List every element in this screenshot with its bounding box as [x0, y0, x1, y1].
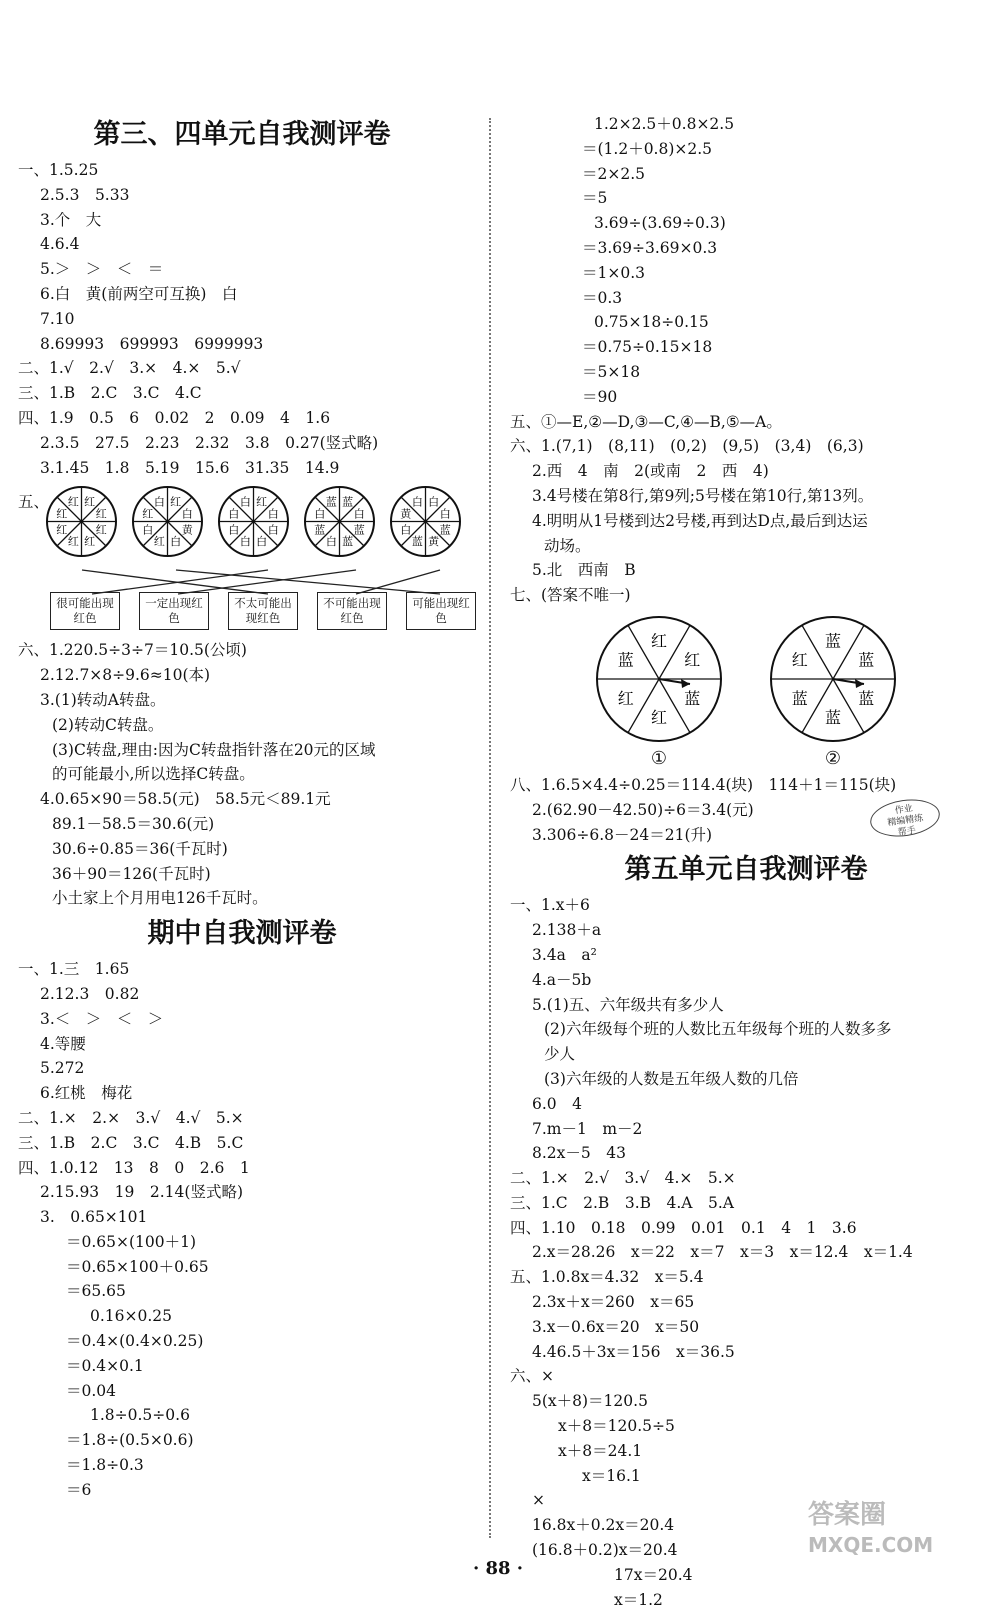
outcome-box: 很可能出现红色: [50, 592, 120, 630]
answer-line: 二、1.√ 2.√ 3.× 4.× 5.√: [18, 359, 241, 378]
wheel-sector-label: 蓝: [314, 524, 326, 538]
answer-line: 四、1.9 0.5 6 0.02 2 0.09 4 1.6: [18, 408, 331, 427]
answer-line: 6.白 黄(前两空可互换) 白: [40, 284, 238, 303]
answer-line: ＝(1.2＋0.8)×2.5: [582, 139, 713, 158]
answer-line: 3.(1)转动A转盘。: [40, 690, 166, 709]
wheel-sector-label: 黄: [428, 535, 440, 549]
answer-line: 六、1.(7,1) (8,11) (0,2) (9,5) (3,4) (6,3): [510, 437, 864, 456]
answer-line: 5(x＋8)＝120.5: [532, 1392, 648, 1411]
answer-line: 一、1.三 1.65: [18, 960, 130, 979]
answer-line: 4.明明从1号楼到达2号楼,再到达D点,最后到达运: [532, 511, 868, 530]
answer-line: 5.(1)五、六年级共有多少人: [532, 995, 724, 1014]
wheel-sector-label: 红: [617, 688, 634, 708]
answer-line: 六、×: [510, 1367, 554, 1386]
answer-line: 8.69993 699993 6999993: [40, 334, 264, 353]
spinner-wheel: [302, 484, 377, 559]
wheel-sector-label: 白: [170, 535, 182, 549]
spinner-wheel: [216, 484, 291, 559]
answer-line: 4.6.4: [40, 235, 80, 254]
answer-line: ＝0.4×(0.4×0.25): [66, 1332, 204, 1351]
wheel-sector-label: 白: [142, 524, 154, 538]
answer-line: 3.306÷6.8－24＝21(升): [532, 825, 713, 844]
answer-line: 30.6÷0.85＝36(千瓦时): [52, 839, 228, 858]
answer-line: x＝16.1: [582, 1466, 641, 1485]
answer-line: 3.x－0.6x＝20 x＝50: [532, 1317, 700, 1336]
stamp-text: 帮手: [897, 825, 917, 839]
answer-line: 7.m－1 m－2: [532, 1119, 643, 1138]
watermark-text: 答案圈: [808, 1500, 887, 1530]
wheel-sector-label: 蓝: [824, 631, 842, 651]
wheel-sector-label: 白: [267, 507, 279, 521]
spinner-wheel: [388, 484, 463, 559]
wheel-sector-label: 蓝: [342, 535, 354, 549]
spinner-wheel: [130, 484, 205, 559]
answer-line: 2.12.3 0.82: [40, 984, 140, 1003]
outcome-boxes: [18, 568, 470, 628]
wheel-sector-label: 白: [428, 496, 440, 510]
wheel-sector-label: 红: [67, 535, 79, 549]
outcome-box: 一定出现红色: [139, 592, 209, 630]
answer-line: 6.红桃 梅花: [40, 1084, 133, 1103]
answer-line: 0.16×0.25: [90, 1307, 173, 1326]
answer-line: 少人: [544, 1045, 576, 1064]
wheel-sector-label: 蓝: [411, 535, 423, 549]
answer-line: ＝1.8÷0.3: [66, 1456, 144, 1475]
wheel-sector-label: 白: [239, 535, 251, 549]
stamp-text: 精编精练: [886, 813, 924, 829]
wheel-sector-label: 蓝: [342, 496, 354, 510]
answer-line: ＝0.65×(100＋1): [66, 1232, 197, 1251]
wheel-sector-label: 黄: [400, 507, 412, 521]
wheel-sector-label: 红: [142, 507, 154, 521]
answer-line: ＝0.4×0.1: [66, 1356, 144, 1375]
answer-line: x＋8＝24.1: [558, 1441, 643, 1460]
section-title-midterm: 期中自我测评卷: [147, 918, 337, 950]
answer-line: ＝3.69÷3.69×0.3: [582, 238, 718, 257]
answer-line: 七、(答案不唯一): [510, 586, 631, 605]
wheel-sector-label: 白: [325, 535, 337, 549]
answer-line: (3)六年级的人数是五年级人数的几倍: [544, 1069, 799, 1088]
wheel-sector-label: 白: [439, 507, 451, 521]
answer-line: 4.a－5b: [532, 970, 592, 989]
answer-line: 1.8÷0.5÷0.6: [90, 1406, 190, 1425]
wheel-sector-label: 白: [353, 507, 365, 521]
answer-line: 5.272: [40, 1059, 85, 1078]
answer-line: ＝0.3: [582, 288, 623, 307]
section-label: 五、: [18, 493, 50, 512]
answer-line: 动场。: [544, 536, 591, 555]
answer-line: ＝5×18: [582, 362, 641, 381]
answer-line: (2)转动C转盘。: [52, 715, 164, 734]
wheel-sector-label: 蓝: [824, 708, 842, 728]
wheel-sector-label: 蓝: [684, 688, 701, 708]
answer-line: 三、1.C 2.B 3.B 4.A 5.A: [510, 1193, 734, 1212]
outcome-box: 不可能出现红色: [317, 592, 387, 630]
wheel-sector-label: 蓝: [617, 650, 634, 670]
wheel-sector-label: 红: [84, 535, 96, 549]
spinner-row: [18, 484, 466, 562]
answer-line: 五、1.0.8x＝4.32 x＝5.4: [510, 1268, 704, 1287]
spinner-answers: [510, 614, 982, 769]
answer-line: 3. 0.65×101: [40, 1208, 148, 1227]
stamp-text: 作业: [894, 803, 914, 817]
answer-line: 2.x＝28.26 x＝22 x＝7 x＝3 x＝12.4 x＝1.4: [532, 1243, 913, 1262]
answer-line: 三、1.B 2.C 3.C 4.B 5.C: [18, 1133, 244, 1152]
wheel-sector-label: 红: [95, 507, 107, 521]
answer-line: ＝2×2.5: [582, 164, 645, 183]
answer-line: 2.12.7×8÷9.6≈10(本): [40, 666, 211, 685]
answer-line: 2.3.5 27.5 2.23 2.32 3.8 0.27(竖式略): [40, 433, 379, 452]
answer-line: 的可能最小,所以选择C转盘。: [52, 765, 255, 784]
answer-line: ×: [532, 1491, 545, 1510]
spinner-wheels: [44, 484, 466, 559]
wheel-sector-label: 红: [684, 650, 701, 670]
wheel-sector-label: 白: [153, 496, 165, 510]
wheel-sector-label: 白: [228, 507, 240, 521]
answer-line: 17x＝20.4: [614, 1565, 693, 1584]
wheel-sector-label: 红: [67, 496, 79, 510]
outcome-box: 可能出现红色: [406, 592, 476, 630]
answer-line: 4.0.65×90＝58.5(元) 58.5元＜89.1元: [40, 790, 331, 809]
answer-line: 3.1.45 1.8 5.19 15.6 31.35 14.9: [40, 458, 340, 477]
answer-line: 16.8x＋0.2x＝20.4: [532, 1516, 675, 1535]
answer-line: ＝0.65×100＋0.65: [66, 1257, 209, 1276]
answer-line: 3.69÷(3.69÷0.3): [594, 214, 726, 233]
page-number: · 88 ·: [472, 1558, 524, 1579]
wheel-sector-label: 白: [181, 507, 193, 521]
answer-line: 1.2×2.5＋0.8×2.5: [594, 115, 735, 133]
answer-line: 二、1.× 2.× 3.√ 4.√ 5.×: [18, 1108, 244, 1127]
wheel-sector-label: 白: [314, 507, 326, 521]
answer-line: 2.3x＋x＝260 x＝65: [532, 1293, 695, 1312]
answer-line: 36＋90＝126(千瓦时): [52, 864, 211, 883]
wheel-sector-label: 红: [256, 496, 268, 510]
answer-line: ＝1×0.3: [582, 263, 645, 282]
answer-line: ＝90: [582, 387, 618, 406]
wheel-sector-label: 蓝: [858, 650, 875, 670]
wheel-sector-label: 红: [791, 650, 808, 670]
answer-line: 4.46.5＋3x＝156 x＝36.5: [532, 1342, 735, 1361]
answer-line: 89.1－58.5＝30.6(元): [52, 814, 215, 833]
figure-number: ②: [824, 747, 842, 769]
right-column: [510, 112, 982, 1612]
wheel-sector-label: 蓝: [791, 688, 808, 708]
spinner-answer-2: [768, 614, 898, 769]
answer-line: 3.4号楼在第8行,第9列;5号楼在第10行,第13列。: [532, 486, 874, 505]
answer-line: 八、1.6.5×4.4÷0.25＝114.4(块) 114＋1＝115(块): [510, 775, 897, 794]
section-title-unit34: 第三、四单元自我测评卷: [93, 119, 391, 150]
wheel-sector-label: 蓝: [858, 688, 875, 708]
answer-line: 二、1.× 2.√ 3.√ 4.× 5.×: [510, 1169, 736, 1188]
wheel-sector-label: 黄: [181, 524, 193, 538]
answer-line: x＝1.2: [614, 1590, 663, 1609]
figure-number: ①: [650, 747, 668, 769]
answer-line: (2)六年级每个班的人数比五年级每个班的人数多多: [544, 1020, 892, 1039]
answer-line: 6.0 4: [532, 1094, 583, 1113]
answer-line: ＝65.65: [66, 1282, 126, 1301]
answer-line: ＝5: [582, 189, 608, 208]
answer-line: 0.75×18÷0.15: [594, 313, 709, 332]
wheel-sector-label: 白: [411, 496, 423, 510]
answer-line: ＝1.8÷(0.5×0.6): [66, 1431, 194, 1450]
spinner-answer-1: [594, 614, 724, 769]
answer-line: 2.西 4 南 2(或南 2 西 4): [532, 462, 769, 481]
answer-line: 5.北 西南 B: [532, 561, 636, 580]
answer-line: 3.＜ ＞ ＜ ＞: [40, 1009, 164, 1028]
answer-line: 四、1.10 0.18 0.99 0.01 0.1 4 1 3.6: [510, 1218, 857, 1237]
answer-line: 四、1.0.12 13 8 0 2.6 1: [18, 1158, 250, 1177]
wheel-sector-label: 红: [650, 631, 668, 651]
answer-line: 2.15.93 19 2.14(竖式略): [40, 1183, 243, 1202]
answer-line: 7.10: [40, 309, 75, 328]
answer-line: 六、1.220.5÷3÷7＝10.5(公顷): [18, 641, 247, 660]
answer-line: 2.138＋a: [532, 921, 602, 940]
wheel-sector-label: 白: [239, 496, 251, 510]
watermark-logo: [808, 1500, 933, 1560]
wheel-sector-label: 白: [228, 524, 240, 538]
answer-line: ＝0.04: [66, 1381, 117, 1400]
column-divider: [489, 118, 491, 1538]
spinner-wheel: [768, 614, 898, 744]
answer-line: 一、1.5.25: [18, 161, 99, 179]
wheel-sector-label: 红: [84, 496, 96, 510]
section-title-unit5: 第五单元自我测评卷: [624, 854, 868, 886]
wheel-sector-label: 蓝: [325, 496, 337, 510]
answer-line: x＋8＝120.5÷5: [558, 1417, 675, 1436]
answer-line: 8.2x－5 43: [532, 1144, 626, 1163]
answer-line: 三、1.B 2.C 3.C 4.C: [18, 384, 202, 403]
answer-line: 小土家上个月用电126千瓦时。: [52, 889, 268, 908]
answer-line: 一、1.x＋6: [510, 896, 590, 915]
wheel-sector-label: 蓝: [353, 524, 365, 538]
spinner-wheel: [594, 614, 724, 744]
wheel-sector-label: 红: [153, 535, 165, 549]
answer-line: ＝6: [66, 1480, 92, 1499]
wheel-sector-label: 白: [256, 535, 268, 549]
wheel-sector-label: 红: [56, 507, 68, 521]
wheel-sector-label: 红: [95, 524, 107, 538]
wheel-sector-label: 白: [267, 524, 279, 538]
answer-line: 2.(62.90－42.50)÷6＝3.4(元): [532, 800, 754, 819]
spinner-wheel: [44, 484, 119, 559]
wheel-sector-label: 白: [400, 524, 412, 538]
answer-line: (3)C转盘,理由:因为C转盘指针落在20元的区域: [52, 740, 376, 759]
answer-line: 3.4a a²: [532, 945, 597, 964]
answer-line: (16.8＋0.2)x＝20.4: [532, 1541, 678, 1560]
wheel-sector-label: 蓝: [439, 524, 451, 538]
wheel-sector-label: 红: [650, 708, 668, 728]
answer-line: 2.5.3 5.33: [40, 185, 130, 204]
answer-line: 五、①—E,②—D,③—C,④—B,⑤—A。: [510, 412, 782, 431]
wheel-sector-label: 红: [56, 524, 68, 538]
left-column: [18, 112, 470, 1503]
wheel-sector-label: 红: [170, 496, 182, 510]
outcome-box: 不太可能出现红色: [228, 592, 298, 630]
answer-line: 4.等腰: [40, 1034, 86, 1053]
answer-line: 5.＞ ＞ ＜ ＝: [40, 260, 164, 279]
watermark-text: MXQE.COM: [808, 1533, 934, 1557]
answer-line: ＝0.75÷0.15×18: [582, 338, 713, 357]
answer-line: 3.个 大: [40, 210, 102, 229]
